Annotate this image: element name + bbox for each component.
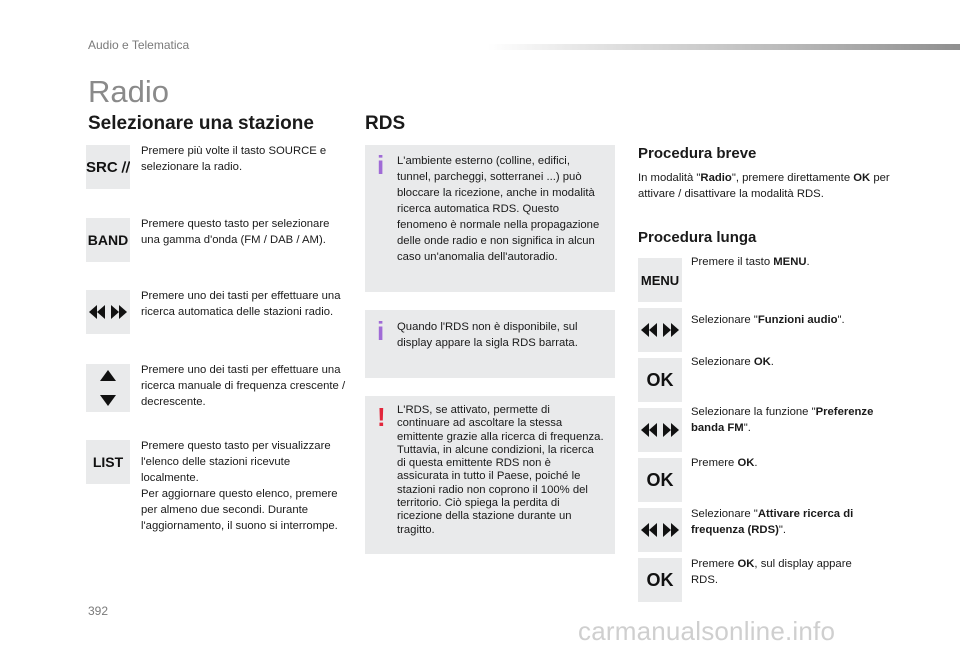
seek-buttons-icon [638,308,682,352]
section-header: Audio e Telematica [88,38,190,52]
ok-icon: OK [646,369,674,390]
menu-button-icon [638,258,682,302]
info-icon: i [377,150,385,180]
menu-icon: MENU [640,272,680,288]
up-down-buttons-icon [86,364,130,412]
warning-note-rds [365,396,615,554]
band-description: Premere questo tasto per selezionare una gamma d'onda (FM / DAB / AM). [141,218,330,246]
list-icon: LIST [92,454,124,470]
step-1-text: Premere il tasto MENU. [691,256,810,268]
seek-buttons-icon [638,408,682,452]
info-note-rds-unavailable-text: Quando l'RDS non è disponibile, sul display appare la sigla RDS barrata. [397,321,578,349]
src-icon: SRC [86,158,118,176]
step-5-text: Premere OK. [691,457,758,469]
step-7-text: Premere OK, sul display appare RDS. [691,558,852,586]
seek-buttons-icon [86,290,130,334]
warning-note-rds-text: L'RDS, se attivato, permette di continuare ad ascoltare la stessa emittente grazie alla ricerca di frequenza. Tuttavia, in alcune condizioni, la ricerca di questa emittente RDS non è assicurata in tutto il Paese, poiché le stazioni radio non coprono il 100% del territorio. Ciò spiega la perdita di ricezione della stazione durante un tragitto. [397,404,604,536]
ok-button-icon [638,358,682,402]
ok-button-icon [638,558,682,602]
seek-arrows-icon [641,323,679,337]
seek-buttons-icon [638,508,682,552]
list-description [141,438,346,534]
info-note-environment [365,145,615,292]
seek-arrows-icon [641,523,679,537]
step-3-text: Selezionare OK. [691,356,774,368]
ok-icon: OK [646,469,674,490]
short-procedure-text: In modalità "Radio", premere direttamente OK per attivare / disattivare la modalità RDS. [638,172,890,200]
band-button-icon [86,218,130,262]
src-description: Premere più volte il tasto SOURCE e selezionare la radio. [141,145,327,173]
short-procedure-heading: Procedura breve [638,145,757,162]
rds-heading: RDS [365,113,406,134]
src-slash-icon [119,159,130,175]
page-title: Radio [88,74,169,109]
band-icon: BAND [87,232,129,248]
seek-arrows-icon [641,423,679,437]
list-button-icon [86,440,130,484]
list-description-line1: Premere questo tasto per visualizzare l'elenco delle stazioni ricevute localmente. [141,440,331,484]
step-4-text: Selezionare la funzione "Preferenze banda FM". [691,406,874,434]
manual-search-description: Premere uno dei tasti per effettuare una ricerca manuale di frequenza crescente / decrescente. [141,364,346,408]
info-icon: i [377,316,385,346]
seek-arrows-icon [89,305,127,319]
watermark: carmanualsonline.info [578,616,836,646]
select-station-heading: Selezionare una stazione [88,113,314,134]
info-note-rds-unavailable [365,310,615,378]
up-down-arrows-icon [100,370,116,406]
step-2-text: Selezionare "Funzioni audio". [691,314,845,326]
auto-search-description: Premere uno dei tasti per effettuare una ricerca automatica delle stazioni radio. [141,290,341,318]
ok-icon: OK [646,569,674,590]
list-description-line2: Per aggiornare questo elenco, premere per almeno due secondi. Durante l'aggiornamento, il suono si interrompe. [141,488,338,532]
page-number: 392 [88,604,109,618]
warning-icon: ! [377,402,386,432]
src-button-icon [86,145,130,189]
step-6-text: Selezionare "Attivare ricerca di frequenza (RDS)". [691,508,854,536]
ok-button-icon [638,458,682,502]
long-procedure-heading: Procedura lunga [638,229,757,246]
info-note-environment-text: L'ambiente esterno (colline, edifici, tunnel, parcheggi, sotterranei ...) può bloccare la ricezione, anche in modalità ricerca automatica RDS. Questo fenomeno è normale nella propagazione delle onde radio e non significa in alcun caso un'anomalia dell'autoradio. [397,155,600,263]
header-rule [488,44,960,50]
